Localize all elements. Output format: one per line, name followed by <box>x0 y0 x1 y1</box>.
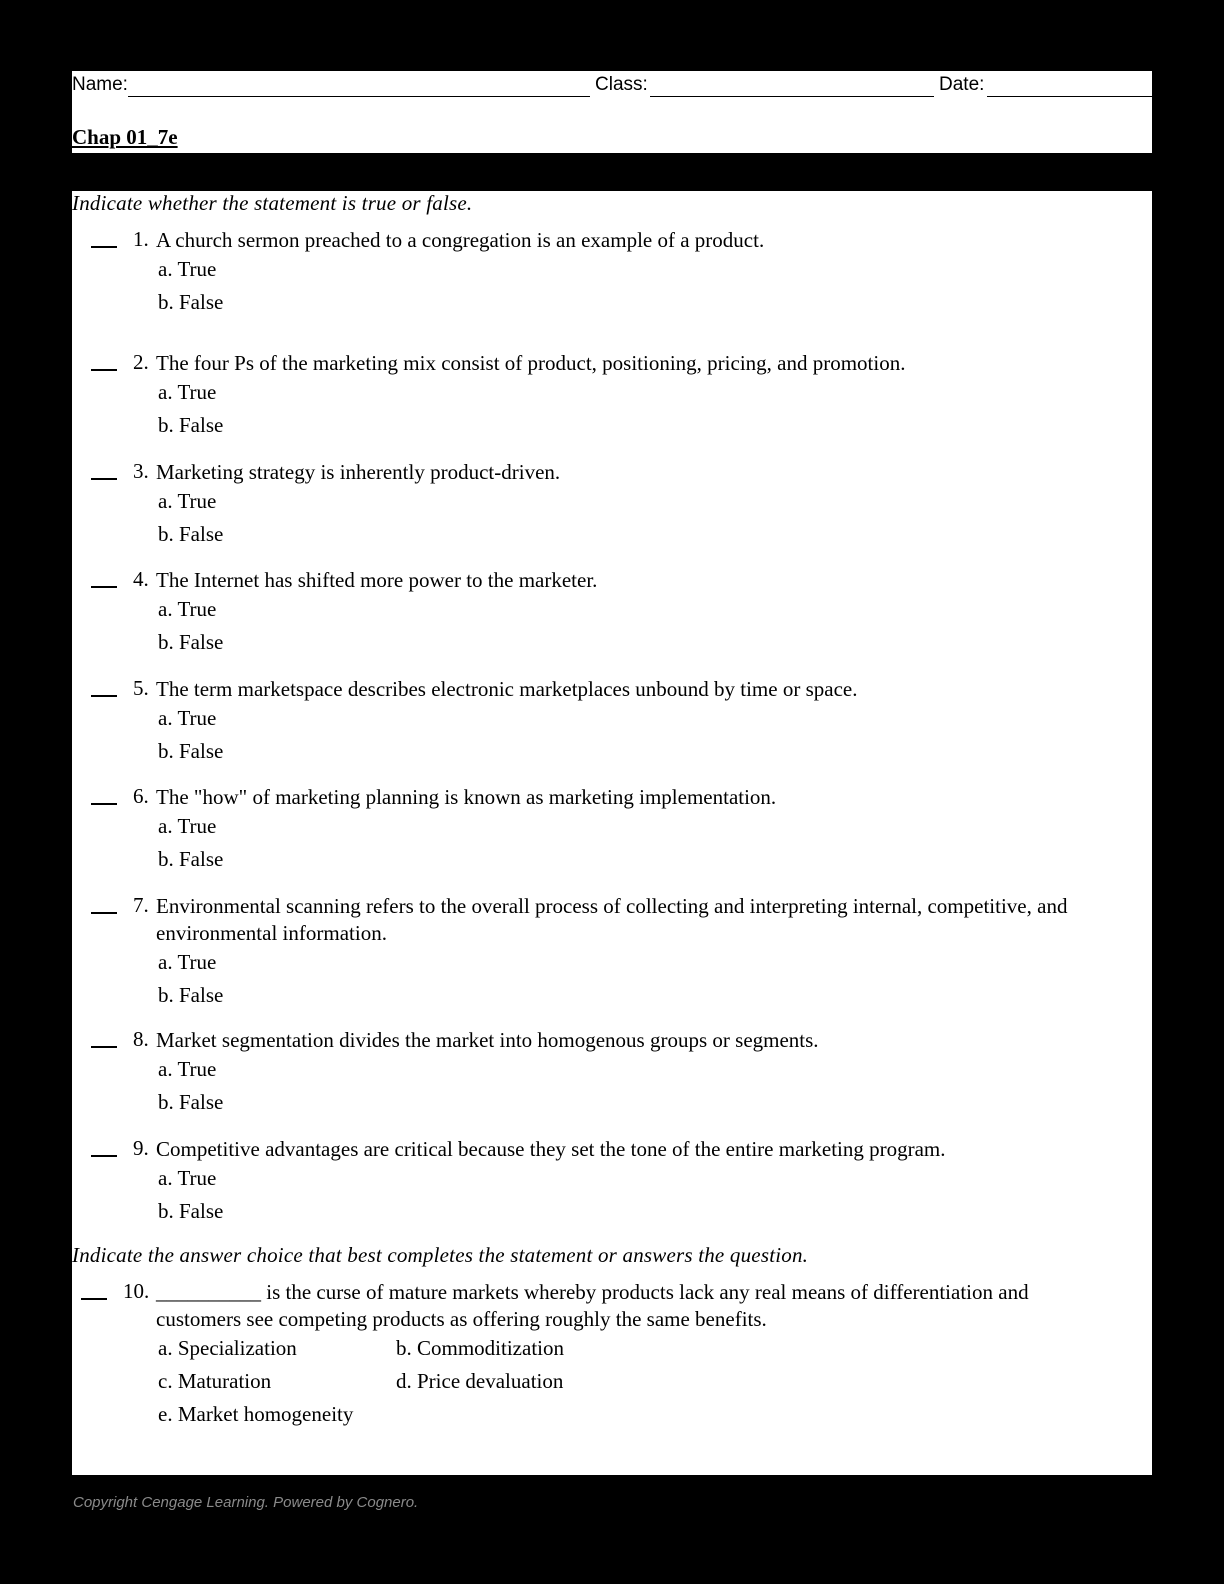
answer-blank[interactable] <box>91 1046 117 1048</box>
option-a: a. True <box>158 489 217 513</box>
question-text: The Internet has shifted more power to the marketer. <box>156 568 598 592</box>
answer-blank[interactable] <box>91 369 117 371</box>
option-b: b. False <box>158 1199 224 1223</box>
question-number: 4. <box>133 567 149 591</box>
question-number: 2. <box>133 350 149 374</box>
name-field[interactable] <box>128 96 590 97</box>
section-instruction: Indicate whether the statement is true or false. <box>72 191 473 215</box>
option-a: a. True <box>158 257 217 281</box>
option-b: b. False <box>158 1090 224 1114</box>
option-b: b. False <box>158 847 224 871</box>
question-panel <box>72 191 1152 1475</box>
option-a: a. Specialization <box>158 1336 297 1360</box>
option-a: a. True <box>158 1057 217 1081</box>
question-text: The term marketspace describes electronic marketplaces unbound by time or space. <box>156 677 858 701</box>
date-label: Date: <box>939 74 985 95</box>
question-text: The "how" of marketing planning is known as marketing implementation. <box>156 785 777 809</box>
chapter-title: Chap 01_7e <box>72 125 178 149</box>
question-number: 5. <box>133 676 149 700</box>
option-b: b. False <box>158 413 224 437</box>
question-number: 8. <box>133 1027 149 1051</box>
answer-blank[interactable] <box>91 1155 117 1157</box>
answer-blank[interactable] <box>91 246 117 248</box>
answer-blank[interactable] <box>81 1298 107 1300</box>
student-info-row <box>72 74 1152 98</box>
answer-blank[interactable] <box>91 912 117 914</box>
name-label: Name: <box>72 74 128 95</box>
option-b: b. False <box>158 290 224 314</box>
section-instruction: Indicate the answer choice that best completes the statement or answers the question. <box>72 1243 809 1267</box>
option-a: a. True <box>158 597 217 621</box>
class-field[interactable] <box>650 96 934 97</box>
option-b: b. False <box>158 739 224 763</box>
question-text: A church sermon preached to a congregation is an example of a product. <box>156 228 765 252</box>
question-number: 10. <box>123 1279 150 1303</box>
header-panel <box>72 71 1152 153</box>
question-number: 1. <box>133 227 149 251</box>
option-a: a. True <box>158 950 217 974</box>
option-b: b. False <box>158 522 224 546</box>
option-c: c. Maturation <box>158 1369 272 1393</box>
question-text: Environmental scanning refers to the overall process of collecting and interpreting internal, competitive, and environmental information. <box>156 894 1068 945</box>
question-text: The four Ps of the marketing mix consist of product, positioning, pricing, and promotion. <box>156 351 906 375</box>
option-b: b. False <box>158 983 224 1007</box>
question-number: 7. <box>133 893 149 917</box>
option-b: b. False <box>158 630 224 654</box>
option-a: a. True <box>158 1166 217 1190</box>
class-label: Class: <box>595 74 648 95</box>
option-a: a. True <box>158 814 217 838</box>
date-field[interactable] <box>987 96 1152 97</box>
question-number: 9. <box>133 1136 149 1160</box>
question-text: Marketing strategy is inherently product-driven. <box>156 460 561 484</box>
option-a: a. True <box>158 380 217 404</box>
option-a: a. True <box>158 706 217 730</box>
question-text: Competitive advantages are critical because they set the tone of the entire marketing program. <box>156 1137 946 1161</box>
question-number: 6. <box>133 784 149 808</box>
answer-blank[interactable] <box>91 586 117 588</box>
answer-blank[interactable] <box>91 803 117 805</box>
answer-blank[interactable] <box>91 695 117 697</box>
option-e: e. Market homogeneity <box>158 1402 354 1426</box>
question-text: Market segmentation divides the market into homogenous groups or segments. <box>156 1028 819 1052</box>
question-number: 3. <box>133 459 149 483</box>
answer-blank[interactable] <box>91 478 117 480</box>
copyright-footer: Copyright Cengage Learning. Powered by Cognero. <box>73 1494 419 1511</box>
option-d: d. Price devaluation <box>396 1369 564 1393</box>
option-b: b. Commoditization <box>396 1336 564 1360</box>
question-text: __________ is the curse of mature markets whereby products lack any real means of differentiation and customers see competing products as offering roughly the same benefits. <box>156 1280 1029 1331</box>
